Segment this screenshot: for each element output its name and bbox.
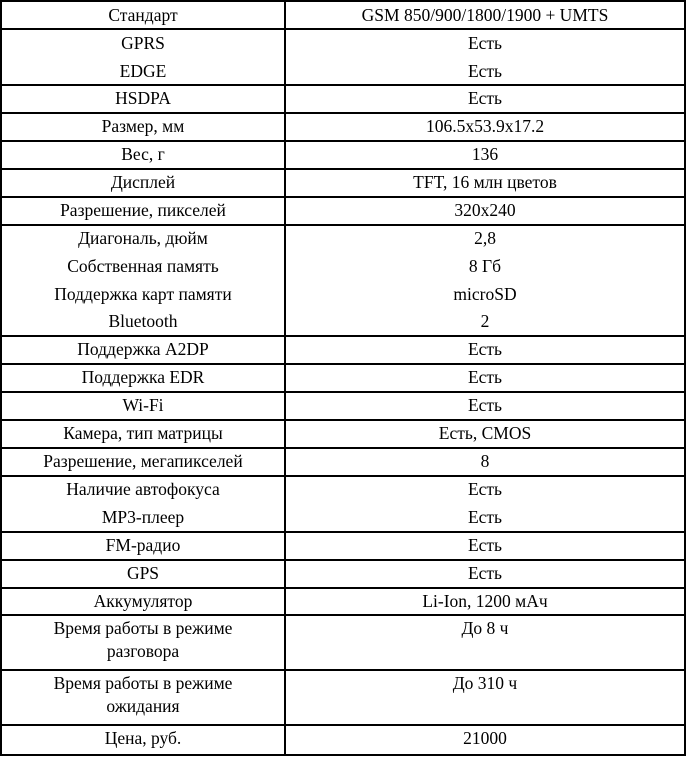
param-cell: HSDPA: [115, 88, 171, 108]
value-cell: Есть: [467, 507, 503, 527]
value-cell: 21000: [463, 728, 507, 748]
value-cell: Есть, CMOS: [438, 423, 532, 443]
param-cell: GPS: [126, 563, 160, 583]
value-cell: 8 Гб: [468, 256, 502, 276]
value-cell: 320x240: [454, 200, 516, 220]
param-cell: EDGE: [119, 61, 167, 81]
value-cell: Есть: [467, 33, 503, 53]
param-cell: Wi-Fi: [122, 395, 164, 415]
value-cell: Есть: [467, 88, 503, 108]
value-cell: 8: [480, 451, 490, 471]
value-cell: До 8 ч: [461, 618, 509, 638]
value-cell: Есть: [467, 367, 503, 387]
value-cell: Есть: [467, 563, 503, 583]
value-cell: GSM 850/900/1800/1900 + UMTS: [361, 5, 609, 25]
param-cell: GPRS: [121, 33, 165, 53]
param-cell: Поддержка карт памяти: [54, 284, 232, 304]
param-cell: MP3-плеер: [101, 507, 185, 527]
value-cell: 2,8: [474, 228, 496, 248]
param-cell: Диагональ, дюйм: [78, 228, 208, 248]
param-cell: Вес, г: [121, 144, 165, 164]
param-cell: Размер, мм: [101, 116, 185, 136]
value-cell: 136: [471, 144, 499, 164]
value-cell: До 310 ч: [452, 673, 518, 693]
param-cell: Собственная память: [67, 256, 219, 276]
value-cell: 2: [480, 311, 490, 331]
param-cell: Поддержка EDR: [81, 367, 205, 387]
value-cell: 106.5x53.9x17.2: [425, 116, 545, 136]
param-cell: Дисплей: [110, 172, 176, 192]
param-cell: Цена, руб.: [104, 728, 182, 748]
value-cell: Есть: [467, 339, 503, 359]
value-cell: Li-Ion, 1200 мАч: [422, 591, 548, 611]
value-cell: Есть: [467, 395, 503, 415]
param-cell: Разрешение, мегапикселей: [43, 451, 243, 471]
table-border-right: [684, 0, 686, 756]
param-cell: Разрешение, пикселей: [60, 200, 226, 220]
value-cell: Есть: [467, 61, 503, 81]
value-cell: microSD: [453, 284, 517, 304]
param-cell: FM-радио: [105, 535, 181, 555]
value-cell: Есть: [467, 479, 503, 499]
param-cell: Аккумулятор: [93, 591, 193, 611]
param-cell: Время работы в режиме ожидания: [53, 673, 233, 716]
value-cell: Есть: [467, 535, 503, 555]
param-cell: Стандарт: [108, 5, 178, 25]
param-cell: Bluetooth: [108, 311, 178, 331]
param-cell: Наличие автофокуса: [66, 479, 220, 499]
param-cell: Камера, тип матрицы: [63, 423, 223, 443]
table-border-bottom: [0, 754, 684, 756]
param-cell: Время работы в режиме разговора: [53, 618, 233, 661]
param-cell: Поддержка A2DP: [77, 339, 209, 359]
value-cell: TFT, 16 млн цветов: [413, 172, 557, 192]
